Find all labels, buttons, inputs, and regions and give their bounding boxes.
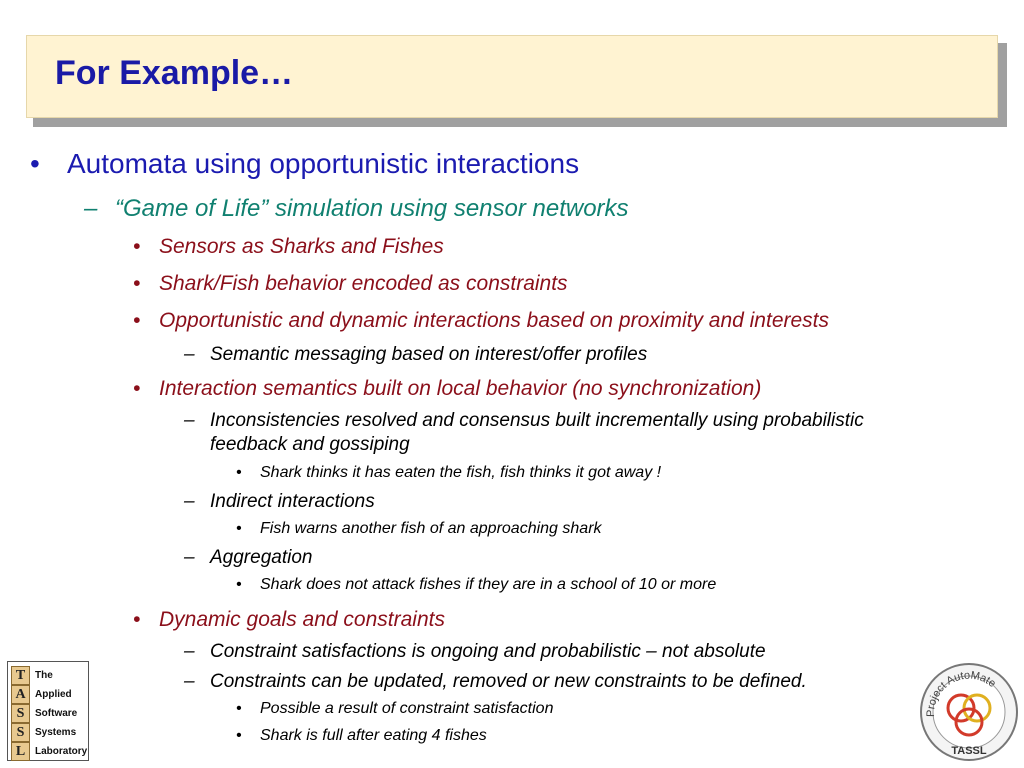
bullet-marker: • (30, 148, 40, 179)
example-possible-result: Possible a result of constraint satisfaction (260, 700, 554, 717)
point-constraint-updates: Constraints can be updated, removed or new constraints to be defined. (210, 671, 807, 692)
dash-marker: – (184, 410, 195, 431)
example-school: Shark does not attack fishes if they are in a school of 10 or more (260, 576, 717, 593)
dash-marker: – (184, 547, 195, 568)
bullet-marker: • (133, 377, 141, 400)
point-indirect: Indirect interactions (210, 491, 375, 512)
logo-word: The (35, 670, 53, 681)
seal-bottom-text: TASSL (951, 745, 987, 757)
sub-point: “Game of Life” simulation using sensor networks (115, 195, 629, 222)
logo-tile: S (11, 723, 30, 742)
logo-tile: L (11, 742, 30, 761)
point-dynamic-goals: Dynamic goals and constraints (159, 608, 445, 631)
point-semantics: Interaction semantics built on local behavior (no synchronization) (159, 377, 762, 400)
point-behavior: Shark/Fish behavior encoded as constraints (159, 272, 568, 295)
example-shark-fish: Shark thinks it has eaten the fish, fish thinks it got away ! (260, 464, 662, 481)
example-fish-warns: Fish warns another fish of an approaching shark (260, 520, 602, 537)
dash-marker: – (84, 195, 98, 222)
logo-word: Systems (35, 727, 77, 738)
dash-marker: – (184, 344, 195, 365)
bullet-marker: • (133, 608, 141, 631)
point-interactions: Opportunistic and dynamic interactions based on proximity and interests (159, 309, 830, 332)
point-semantic-messaging: Semantic messaging based on interest/offer profiles (210, 344, 648, 365)
seal-ring-text: Project AutoMate (924, 669, 998, 718)
logo-tile: A (11, 685, 30, 704)
point-inconsistencies: Inconsistencies resolved and consensus built incrementally using probabilistic (210, 410, 864, 431)
point-constraint-satisfaction: Constraint satisfactions is ongoing and probabilistic – not absolute (210, 641, 766, 662)
dash-marker: – (184, 641, 195, 662)
bullet-marker: • (236, 727, 242, 744)
logo-word: Software (35, 708, 78, 719)
logo-tile: T (11, 666, 30, 685)
example-shark-full: Shark is full after eating 4 fishes (260, 727, 487, 744)
project-automate-seal (919, 662, 1019, 762)
title-banner (26, 35, 998, 118)
bullet-marker: • (133, 272, 141, 295)
bullet-marker: • (236, 464, 242, 481)
point-inconsistencies-cont: feedback and gossiping (210, 434, 410, 455)
main-point: Automata using opportunistic interactions (67, 148, 580, 179)
logo-word: Applied (35, 689, 72, 700)
bullet-marker: • (236, 700, 242, 717)
bullet-marker: • (236, 520, 242, 537)
point-sensors: Sensors as Sharks and Fishes (159, 235, 444, 258)
bullet-marker: • (133, 309, 141, 332)
logo-tile: S (11, 704, 30, 723)
point-aggregation: Aggregation (210, 547, 313, 568)
dash-marker: – (184, 491, 195, 512)
slide-title: For Example… (55, 54, 294, 92)
dash-marker: – (184, 671, 195, 692)
tassl-logo (7, 661, 89, 761)
logo-word: Laboratory (35, 746, 88, 757)
bullet-marker: • (133, 235, 141, 258)
bullet-marker: • (236, 576, 242, 593)
